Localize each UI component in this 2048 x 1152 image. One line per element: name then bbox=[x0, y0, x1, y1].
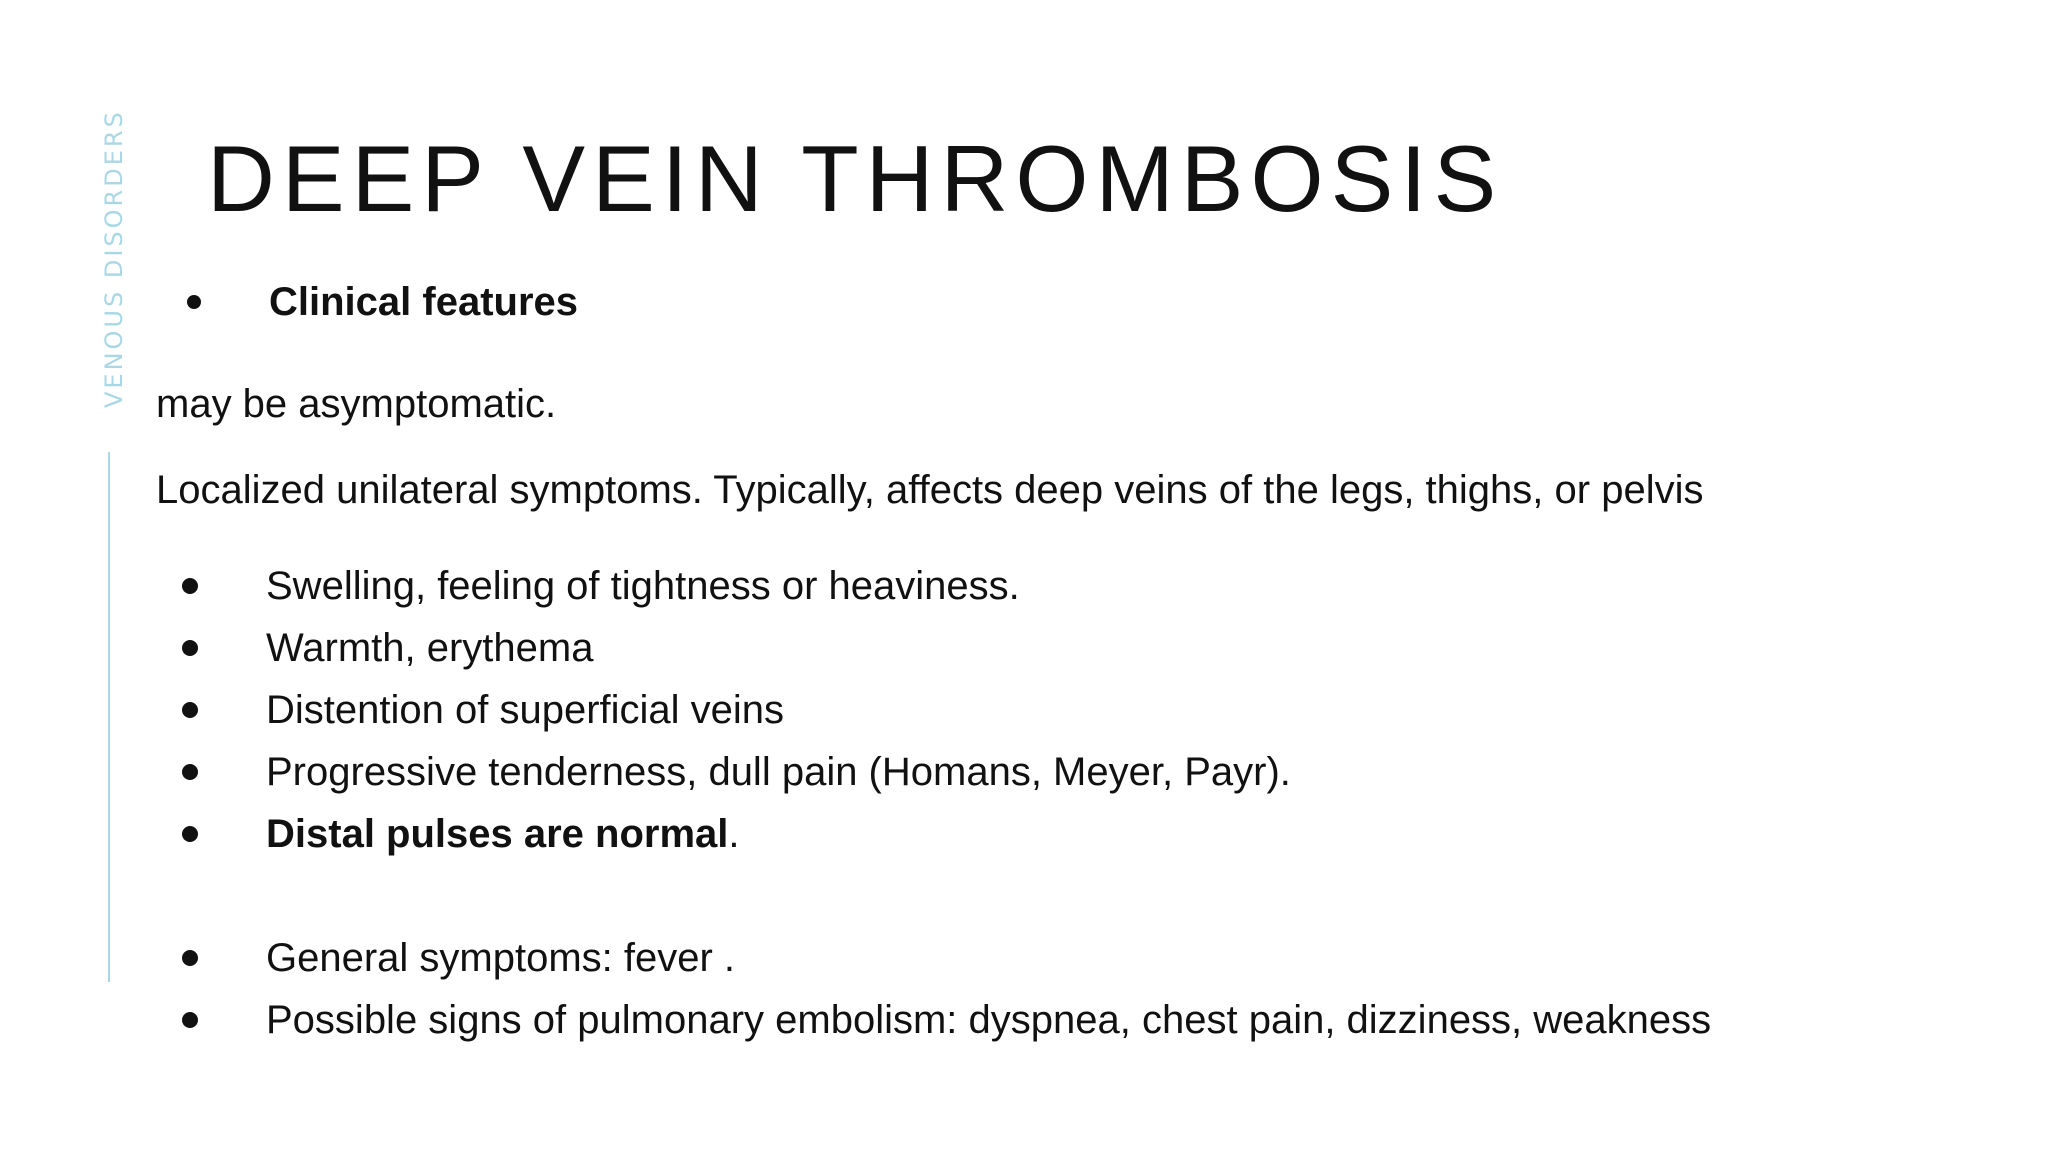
bullet-icon bbox=[182, 702, 198, 718]
list-item-text: Possible signs of pulmonary embolism: dyspnea, chest pain, dizziness, weakness bbox=[266, 997, 1712, 1042]
list-item bbox=[178, 686, 784, 734]
list-item bbox=[178, 996, 1711, 1044]
list-item-text: General symptoms: fever . bbox=[266, 935, 736, 980]
list-item-text: Swelling, feeling of tightness or heaviness. bbox=[266, 563, 1020, 608]
pulse-note-bold: Distal pulses are normal bbox=[266, 811, 729, 856]
intro-line: Localized unilateral symptoms. Typically, affects deep veins of the legs, thighs, or pelvis bbox=[156, 468, 1704, 512]
list-item bbox=[178, 934, 735, 982]
bullet-icon bbox=[182, 640, 198, 656]
bullet-icon bbox=[182, 578, 198, 594]
section-heading-item bbox=[178, 278, 578, 326]
slide-title: DEEP VEIN THROMBOSIS bbox=[207, 126, 1504, 231]
side-accent-rule bbox=[108, 452, 110, 982]
bullet-icon bbox=[182, 764, 198, 780]
list-item-text: Progressive tenderness, dull pain (Homans, Meyer, Payr). bbox=[266, 749, 1291, 794]
section-heading: Clinical features bbox=[269, 279, 579, 324]
side-section-label: VENOUS DISORDERS bbox=[100, 109, 128, 408]
list-item bbox=[178, 562, 1020, 610]
intro-line: may be asymptomatic. bbox=[156, 382, 557, 426]
pulse-note-suffix: . bbox=[728, 811, 740, 856]
bullet-icon bbox=[182, 826, 198, 842]
bullet-icon bbox=[182, 950, 198, 966]
bullet-icon bbox=[182, 1012, 198, 1028]
list-item-text: Warmth, erythema bbox=[266, 625, 594, 670]
list-item bbox=[178, 810, 740, 858]
bullet-icon bbox=[187, 295, 201, 309]
list-item bbox=[178, 624, 593, 672]
list-item-text: Distention of superficial veins bbox=[266, 687, 785, 732]
list-item-text bbox=[266, 812, 740, 857]
list-item bbox=[178, 748, 1291, 796]
